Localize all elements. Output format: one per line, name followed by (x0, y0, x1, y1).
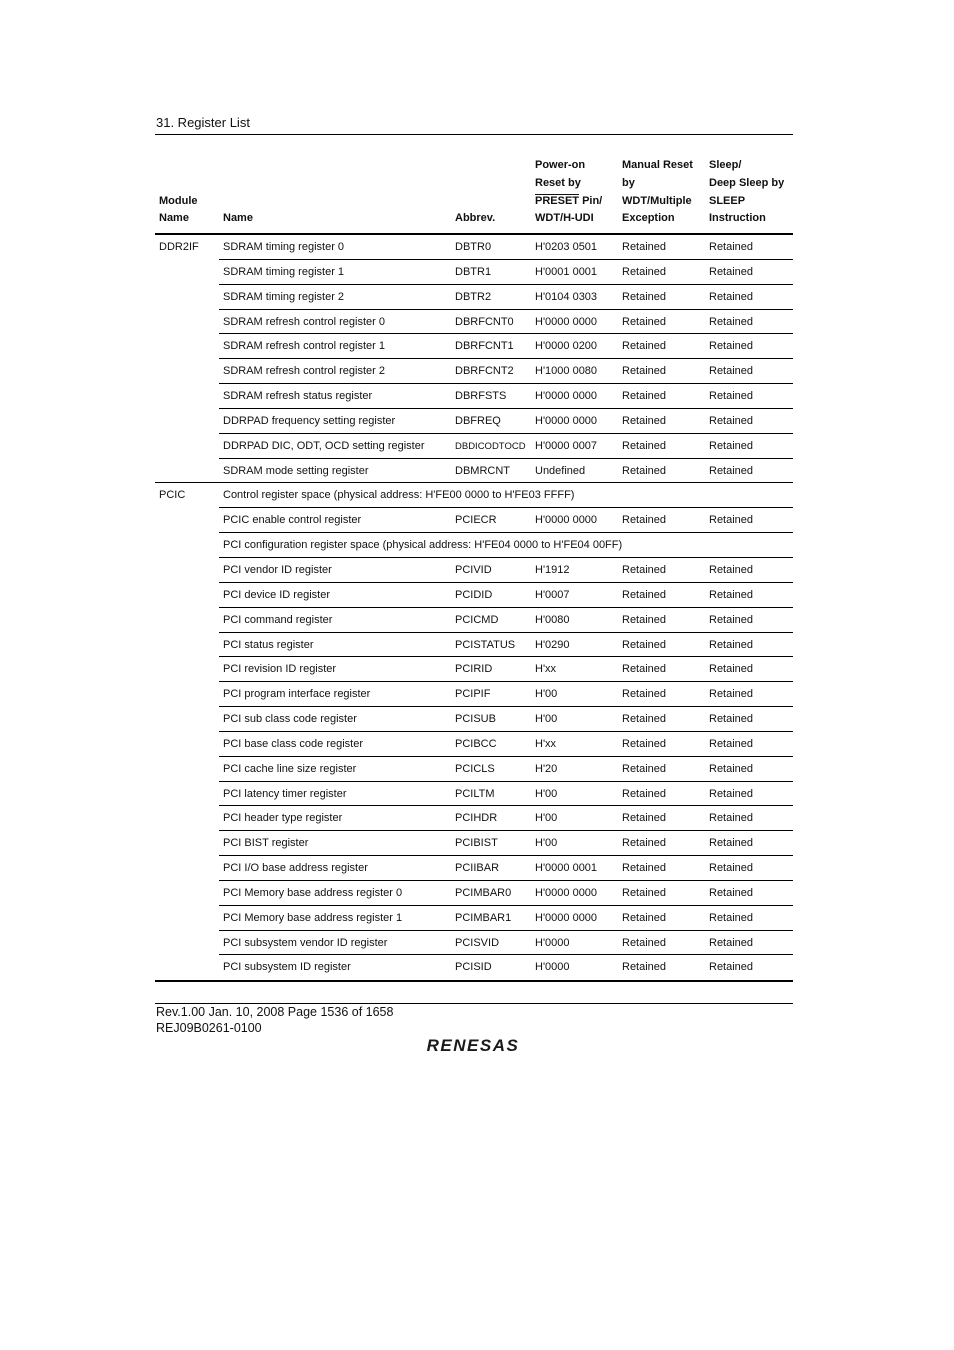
register-name: SDRAM mode setting register (223, 464, 369, 477)
footer-revision: Rev.1.00 Jan. 10, 2008 Page 1536 of 1658 (156, 1005, 394, 1019)
register-name: PCI Memory base address register 1 (223, 911, 403, 924)
row-cells (219, 384, 793, 409)
register-abbrev: PCIECR (455, 514, 497, 527)
power-on-reset-value: H'00 (535, 688, 558, 701)
register-abbrev: DBFREQ (455, 414, 501, 427)
manual-reset-value: Retained (622, 886, 667, 899)
register-name: PCI revision ID register (223, 663, 337, 676)
register-abbrev: PCIMBAR0 (455, 886, 512, 899)
power-on-reset-value: H'xx (535, 737, 557, 750)
table-row (155, 459, 793, 484)
manual-reset-value: Retained (622, 514, 667, 527)
sleep-value: Retained (709, 613, 754, 626)
address-space-note: PCI configuration register space (physical address: H'FE04 0000 to H'FE04 00FF) (223, 539, 623, 552)
power-on-reset-value: H'00 (535, 713, 558, 726)
manual-reset-value: Retained (622, 638, 667, 651)
power-on-reset-value: H'0000 0001 (535, 862, 598, 875)
row-cells (219, 682, 793, 707)
preset-signal: PRESET (535, 194, 580, 207)
power-on-reset-value: H'0203 0501 (535, 241, 598, 253)
table-row (155, 856, 793, 881)
register-abbrev: DBTR1 (455, 265, 492, 278)
manual-reset-value: Retained (622, 365, 667, 378)
register-name: PCI I/O base address register (223, 862, 368, 875)
power-on-reset-value: H'xx (535, 663, 557, 676)
table-row (155, 806, 793, 831)
register-abbrev: PCISTATUS (455, 638, 516, 651)
table-row (155, 260, 793, 285)
row-cells (219, 508, 793, 533)
row-cells (219, 906, 793, 931)
power-on-reset-value: H'1000 0080 (535, 365, 598, 378)
manual-reset-value: Retained (622, 936, 667, 949)
register-abbrev: DBRFCNT1 (455, 340, 514, 353)
power-on-reset-value: H'1912 (535, 563, 570, 576)
sleep-value: Retained (709, 340, 754, 353)
table-row (155, 707, 793, 732)
table-row (155, 285, 793, 310)
footer-rule (155, 1003, 793, 1004)
power-on-reset-value: H'00 (535, 837, 558, 850)
sleep-value: Retained (709, 638, 754, 651)
sleep-value: Retained (709, 390, 754, 403)
sleep-value: Retained (709, 837, 754, 850)
register-abbrev: PCICLS (455, 762, 495, 775)
register-name: PCI latency timer register (223, 787, 347, 800)
power-on-reset-value: H'0007 (535, 588, 570, 601)
sleep-value: Retained (709, 365, 754, 378)
table-row (155, 235, 793, 260)
sleep-value: Retained (709, 787, 754, 800)
sleep-value: Retained (709, 961, 754, 974)
row-cells (219, 633, 793, 658)
manual-reset-value: Retained (622, 737, 667, 750)
table-row (155, 409, 793, 434)
table-body (155, 235, 793, 980)
sleep-value: Retained (709, 265, 754, 278)
register-abbrev: DBMRCNT (455, 464, 510, 477)
section-header (155, 114, 793, 135)
header-name: Name (223, 212, 253, 225)
manual-reset-value: Retained (622, 439, 667, 452)
table-row (155, 955, 793, 980)
power-on-reset-value: H'0104 0303 (535, 290, 598, 303)
row-cells (219, 434, 793, 459)
register-name: SDRAM timing register 2 (223, 290, 345, 303)
sleep-value: Retained (709, 713, 754, 726)
register-name: PCI program interface register (223, 688, 371, 701)
table-row (155, 831, 793, 856)
footer (156, 1005, 393, 1036)
manual-reset-value: Retained (622, 340, 667, 353)
row-cells (219, 310, 793, 335)
table-row (155, 384, 793, 409)
table-row (155, 334, 793, 359)
manual-reset-value: Retained (622, 390, 667, 403)
row-cells (219, 657, 793, 682)
register-abbrev: DBRFSTS (455, 390, 507, 403)
manual-reset-value: Retained (622, 713, 667, 726)
power-on-reset-value: H'20 (535, 762, 558, 775)
table-row (155, 633, 793, 658)
register-name: PCI cache line size register (223, 762, 357, 775)
manual-reset-value: Retained (622, 588, 667, 601)
row-cells (219, 782, 793, 807)
manual-reset-value: Retained (622, 563, 667, 576)
row-cells (219, 931, 793, 956)
module-name: PCIC (159, 489, 186, 502)
register-abbrev: DBDICODTOCD (455, 440, 526, 452)
row-cells (219, 409, 793, 434)
power-on-reset-value: H'0000 0007 (535, 439, 598, 452)
power-on-reset-value: H'0000 0000 (535, 514, 598, 527)
renesas-logo (413, 1034, 533, 1056)
power-on-reset-value: H'0000 0000 (535, 390, 598, 403)
table-row (155, 732, 793, 757)
row-cells (219, 608, 793, 633)
manual-reset-value: Retained (622, 911, 667, 924)
table-bottom-rule (155, 980, 793, 982)
manual-reset-value: Retained (622, 613, 667, 626)
register-abbrev: PCICMD (455, 613, 499, 626)
manual-reset-value: Retained (622, 762, 667, 775)
register-name: SDRAM refresh control register 2 (223, 365, 385, 378)
power-on-reset-value: H'0000 0000 (535, 414, 598, 427)
register-name: PCI Memory base address register 0 (223, 886, 403, 899)
manual-reset-value: Retained (622, 961, 667, 974)
register-abbrev: DBTR2 (455, 290, 492, 303)
row-cells (219, 955, 793, 980)
sleep-value: Retained (709, 762, 754, 775)
module-name: DDR2IF (159, 241, 199, 253)
register-abbrev: PCIIBAR (455, 862, 500, 875)
row-cells (219, 285, 793, 310)
sleep-value: Retained (709, 911, 754, 924)
sleep-value: Retained (709, 812, 754, 825)
register-abbrev: PCISVID (455, 936, 500, 949)
sleep-value: Retained (709, 414, 754, 427)
row-cells (219, 881, 793, 906)
table-row (155, 906, 793, 931)
row-cells (219, 334, 793, 359)
manual-reset-value: Retained (622, 663, 667, 676)
sleep-value: Retained (709, 563, 754, 576)
power-on-reset-value: H'0080 (535, 613, 570, 626)
register-table (155, 150, 793, 980)
register-abbrev: PCILTM (455, 787, 495, 800)
row-cells (219, 757, 793, 782)
register-name: PCI subsystem ID register (223, 961, 351, 974)
manual-reset-value: Retained (622, 241, 667, 253)
register-abbrev: PCIHDR (455, 812, 498, 825)
power-on-reset-value: H'00 (535, 787, 558, 800)
row-cells (219, 260, 793, 285)
table-row (155, 310, 793, 335)
register-abbrev: PCIRID (455, 663, 493, 676)
table-row (155, 483, 793, 508)
register-name: SDRAM refresh control register 0 (223, 315, 385, 328)
register-abbrev: PCIMBAR1 (455, 911, 512, 924)
register-name: PCI status register (223, 638, 314, 651)
register-abbrev: PCIPIF (455, 688, 491, 701)
register-abbrev: DBTR0 (455, 241, 492, 253)
table-row (155, 533, 793, 558)
manual-reset-value: Retained (622, 265, 667, 278)
register-name: DDRPAD frequency setting register (223, 414, 396, 427)
register-name: SDRAM timing register 1 (223, 265, 345, 278)
header-power-on-reset: Power-on Reset by PRESET Pin/ WDT/H-UDI (535, 159, 603, 225)
row-cells (219, 459, 793, 484)
row-cells (219, 558, 793, 583)
table-row (155, 782, 793, 807)
power-on-reset-value: H'0290 (535, 638, 570, 651)
register-name: PCI header type register (223, 812, 343, 825)
sleep-value: Retained (709, 439, 754, 452)
sleep-value: Retained (709, 588, 754, 601)
sleep-value: Retained (709, 886, 754, 899)
sleep-value: Retained (709, 514, 754, 527)
power-on-reset-value: H'0000 (535, 961, 570, 974)
register-name: SDRAM timing register 0 (223, 241, 345, 253)
manual-reset-value: Retained (622, 315, 667, 328)
sleep-value: Retained (709, 315, 754, 328)
power-on-reset-value: H'0000 (535, 936, 570, 949)
manual-reset-value: Retained (622, 464, 667, 477)
power-on-reset-value: H'0000 0000 (535, 315, 598, 328)
table-row (155, 682, 793, 707)
table-row (155, 757, 793, 782)
register-abbrev: PCIVID (455, 563, 492, 576)
register-name: SDRAM refresh status register (223, 390, 373, 403)
row-cells (219, 707, 793, 732)
row-cells (219, 831, 793, 856)
header-module: Module Name (159, 194, 198, 225)
register-name: DDRPAD DIC, ODT, OCD setting register (223, 439, 425, 452)
manual-reset-value: Retained (622, 812, 667, 825)
power-on-reset-value: H'0000 0000 (535, 911, 598, 924)
register-abbrev: PCIBCC (455, 737, 497, 750)
manual-reset-value: Retained (622, 787, 667, 800)
row-cells (219, 483, 793, 508)
register-name: PCI vendor ID register (223, 563, 332, 576)
row-cells (219, 359, 793, 384)
sleep-value: Retained (709, 464, 754, 477)
sleep-value: Retained (709, 290, 754, 303)
manual-reset-value: Retained (622, 290, 667, 303)
register-name: PCI subsystem vendor ID register (223, 936, 388, 949)
row-cells (219, 856, 793, 881)
register-abbrev: PCIBIST (455, 837, 498, 850)
manual-reset-value: Retained (622, 688, 667, 701)
register-name: PCI command register (223, 613, 333, 626)
power-on-reset-value: H'0000 0200 (535, 340, 598, 353)
register-name: PCIC enable control register (223, 514, 362, 527)
power-on-reset-value: H'0001 0001 (535, 265, 598, 278)
section-title: 31. Register List (156, 115, 250, 130)
logo-wordmark: RENESAS (426, 1036, 520, 1055)
sleep-value: Retained (709, 936, 754, 949)
table-row (155, 359, 793, 384)
table-row (155, 881, 793, 906)
table-row (155, 558, 793, 583)
header-abbrev: Abbrev. (455, 212, 496, 225)
manual-reset-value: Retained (622, 414, 667, 427)
manual-reset-value: Retained (622, 837, 667, 850)
sleep-value: Retained (709, 737, 754, 750)
row-cells (219, 806, 793, 831)
footer-doc-number: REJ09B0261-0100 (156, 1020, 262, 1035)
sleep-value: Retained (709, 688, 754, 701)
register-name: SDRAM refresh control register 1 (223, 340, 385, 353)
table-row (155, 508, 793, 533)
table-row (155, 434, 793, 459)
register-abbrev: PCIDID (455, 588, 493, 601)
row-cells (219, 583, 793, 608)
sleep-value: Retained (709, 862, 754, 875)
power-on-reset-value: H'0000 0000 (535, 886, 598, 899)
table-row (155, 583, 793, 608)
table-row (155, 657, 793, 682)
register-name: PCI base class code register (223, 737, 364, 750)
register-abbrev: DBRFCNT0 (455, 315, 514, 328)
register-name: PCI device ID register (223, 588, 330, 601)
row-cells (219, 533, 793, 558)
row-cells (219, 732, 793, 757)
table-row (155, 608, 793, 633)
table-row (155, 931, 793, 956)
power-on-reset-value: Undefined (535, 464, 586, 477)
manual-reset-value: Retained (622, 862, 667, 875)
register-abbrev: PCISUB (455, 713, 496, 726)
sleep-value: Retained (709, 241, 754, 253)
register-abbrev: DBRFCNT2 (455, 365, 514, 378)
register-name: PCI sub class code register (223, 713, 357, 726)
register-name: PCI BIST register (223, 837, 309, 850)
table-header (155, 150, 793, 235)
address-space-note: Control register space (physical address: H'FE00 0000 to H'FE03 FFFF) (223, 489, 575, 502)
header-manual-reset: Manual Reset by WDT/Multiple Exception (622, 159, 693, 225)
sleep-value: Retained (709, 663, 754, 676)
header-sleep: Sleep/ Deep Sleep by SLEEP Instruction (709, 159, 785, 225)
register-abbrev: PCISID (455, 961, 492, 974)
power-on-reset-value: H'00 (535, 812, 558, 825)
row-cells (219, 235, 793, 260)
